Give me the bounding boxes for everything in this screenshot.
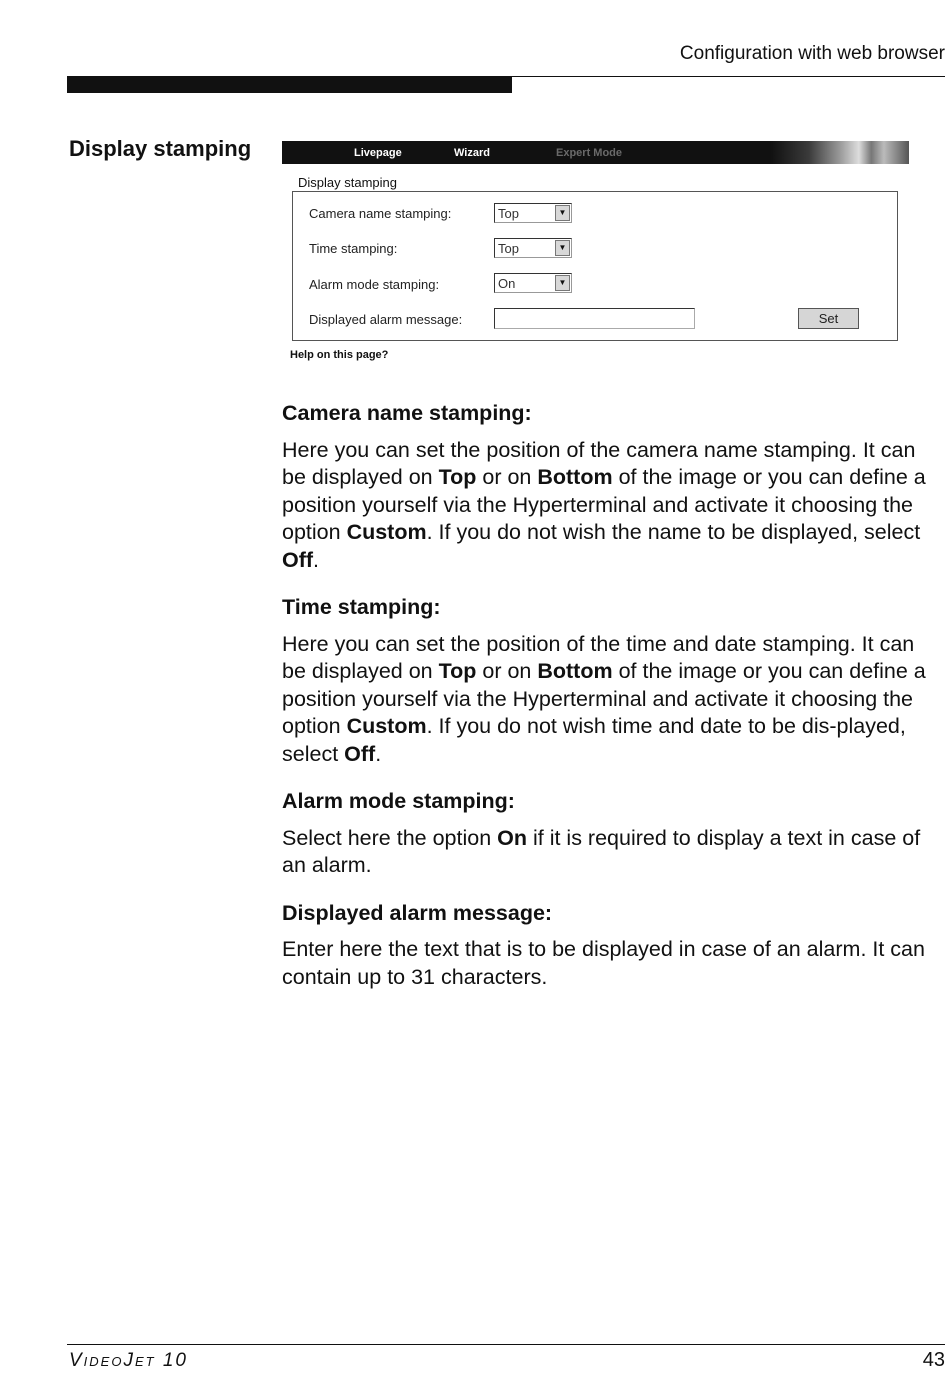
dropdown-arrow-icon: ▼	[555, 240, 570, 256]
time-heading: Time stamping:	[282, 595, 441, 619]
camera-heading: Camera name stamping:	[282, 401, 532, 425]
side-title: Display stamping	[69, 136, 252, 161]
time-stamping-select[interactable]	[494, 238, 572, 258]
alarm-mode-paragraph: Select here the option On if it is required to display a text in case of an alarm.	[282, 825, 921, 877]
header-rule	[512, 76, 945, 77]
nav-livepage-link[interactable]: Livepage	[354, 147, 402, 159]
running-header: Configuration with web browser	[679, 43, 945, 64]
panel-title: Display stamping	[298, 175, 397, 190]
alarm-message-paragraph: Enter here the text that is to be displayed in case of an alarm. It can contain up to 31 characters.	[282, 937, 925, 989]
alarm-mode-heading: Alarm mode stamping:	[282, 789, 515, 813]
camera-name-value: Top	[498, 206, 519, 221]
alarm-message-label: Displayed alarm message:	[309, 312, 463, 327]
header-bar	[67, 76, 512, 93]
alarm-mode-label: Alarm mode stamping:	[309, 277, 440, 292]
alarm-mode-value: On	[498, 276, 516, 291]
time-stamping-value: Top	[498, 241, 519, 256]
page-number: 43	[922, 1349, 945, 1371]
alarm-message-input[interactable]	[494, 308, 695, 329]
dropdown-arrow-icon: ▼	[555, 205, 570, 221]
camera-paragraph: Here you can set the position of the camera name stamping. It can be displayed on Top or on Bottom of the image or you can define a position yourself via the Hyperterminal and activate it choosing the option Custom. If you do not wish the name to be displayed, select Off.	[282, 437, 926, 572]
time-stamping-label: Time stamping:	[309, 241, 398, 256]
footer-brand: VideoJet 10	[69, 1350, 188, 1371]
nav-wizard-link[interactable]: Wizard	[454, 147, 490, 159]
alarm-message-heading: Displayed alarm message:	[282, 900, 553, 925]
dropdown-arrow-icon: ▼	[555, 275, 570, 291]
help-link[interactable]: Help on this page?	[290, 349, 389, 361]
camera-name-label: Camera name stamping:	[309, 206, 452, 221]
web-ui-screenshot	[282, 141, 909, 366]
nav-bar	[282, 141, 909, 164]
settings-panel	[292, 191, 898, 341]
time-paragraph: Here you can set the position of the time and date stamping. It can be displayed on Top or on Bottom of the image or you can define a position yourself via the Hyperterminal and activate it choosing the option Custom. If you do not wish time and date to be dis-played, select Off.	[282, 631, 926, 766]
alarm-mode-select[interactable]	[494, 273, 572, 293]
camera-name-select[interactable]	[494, 203, 572, 223]
footer-rule	[67, 1344, 945, 1345]
set-button[interactable]: Set	[798, 308, 859, 329]
nav-expert-mode-link[interactable]: Expert Mode	[556, 147, 623, 159]
body-text	[282, 400, 944, 1011]
